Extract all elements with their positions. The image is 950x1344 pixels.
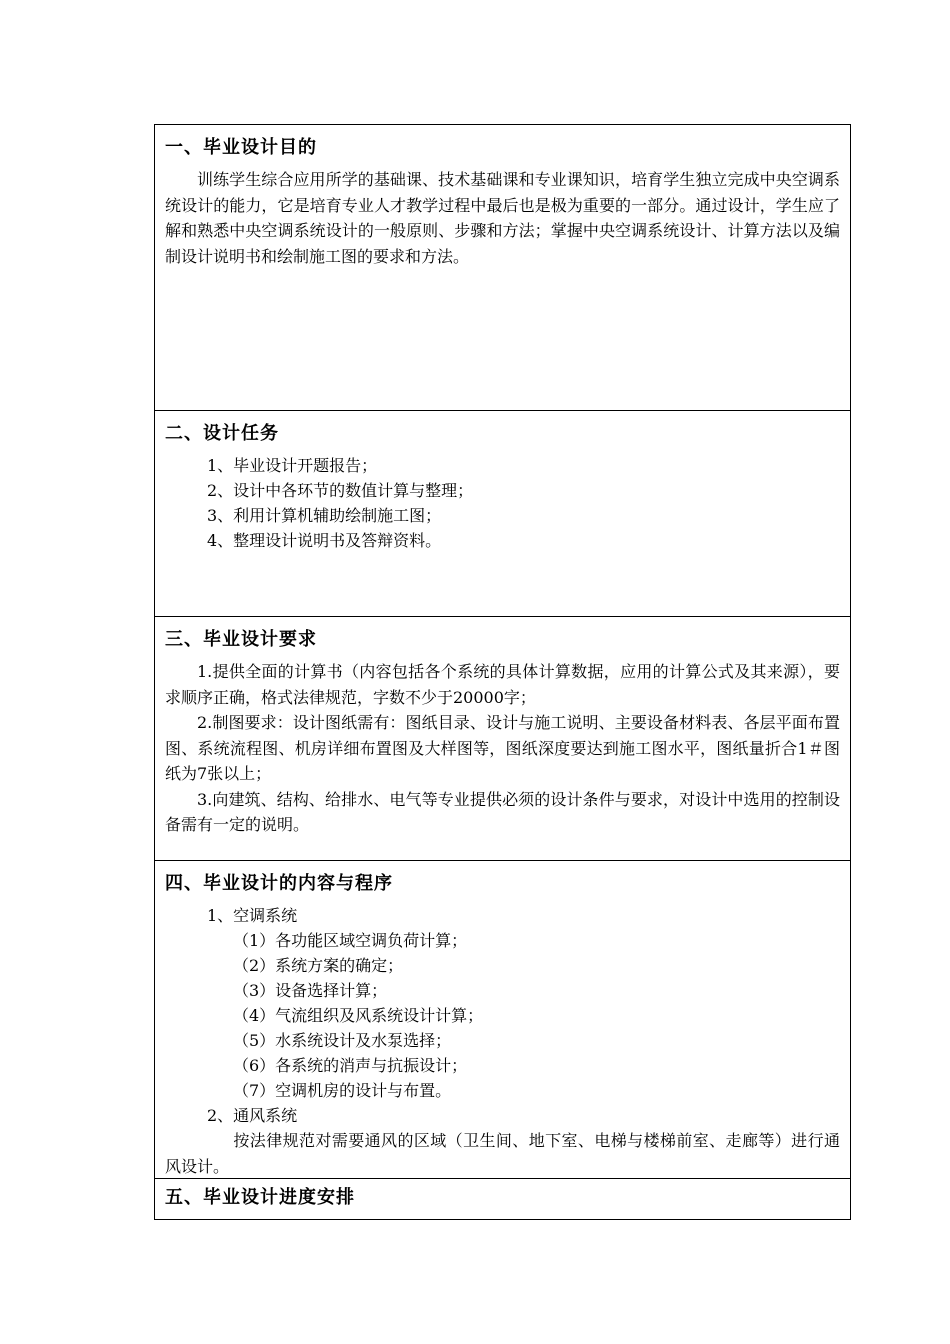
section-title: 一、毕业设计目的 — [165, 137, 317, 158]
task-item: 3、利用计算机辅助绘制施工图； — [207, 506, 442, 525]
section-title: 四、毕业设计的内容与程序 — [165, 873, 393, 894]
requirement-paragraph: 3.向建筑、结构、给排水、电气等专业提供必须的设计条件与要求，对设计中选用的控制设备需有一定的说明。 — [165, 789, 840, 834]
task-item: 1、毕业设计开题报告； — [207, 456, 378, 475]
requirement-paragraph: 2.制图要求：设计图纸需有：图纸目录、设计与施工说明、主要设备材料表、各层平面布置图、系统流程图、机房详细布置图及大样图等，图纸深度要达到施工图水平，图纸量折合1＃图纸为7张以上； — [165, 713, 840, 783]
content-item: （2）系统方案的确定； — [233, 956, 404, 975]
subsection-title: 2、通风系统 — [207, 1106, 298, 1125]
section-title: 二、设计任务 — [165, 423, 279, 444]
section-requirements — [155, 617, 850, 861]
section-content — [155, 861, 850, 1179]
content-item: （1）各功能区域空调负荷计算； — [233, 931, 468, 950]
purpose-paragraph: 训练学生综合应用所学的基础课、技术基础课和专业课知识，培育学生独立完成中央空调系统设计的能力，它是培育专业人才教学过程中最后也是极为重要的一部分。通过设计，学生应了解和熟悉中央空调系统设计的一般原则、步骤和方法；掌握中央空调系统设计、计算方法以及编制设计说明书和绘制施工图的要求和方法。 — [165, 170, 840, 266]
subsection-title: 1、空调系统 — [207, 906, 298, 925]
section-tasks — [155, 411, 850, 617]
ventilation-text: 按法律规范对需要通风的区域（卫生间、地下室、电梯与楼梯前室、走廊等）进行通风设计。 — [165, 1131, 840, 1176]
content-item: （5）水系统设计及水泵选择； — [233, 1031, 452, 1050]
section-schedule — [155, 1179, 850, 1219]
ventilation-paragraph — [165, 1128, 840, 1179]
section-title: 五、毕业设计进度安排 — [165, 1187, 355, 1208]
content-item: （3）设备选择计算； — [233, 981, 388, 1000]
content-item: （7）空调机房的设计与布置。 — [233, 1081, 452, 1100]
section-title: 三、毕业设计要求 — [165, 629, 317, 650]
requirement-paragraph: 1.提供全面的计算书（内容包括各个系统的具体计算数据，应用的计算公式及其来源），要求顺序正确，格式法律规范，字数不少于20000字； — [165, 662, 840, 707]
content-item: （6）各系统的消声与抗振设计； — [233, 1056, 468, 1075]
task-item: 4、整理设计说明书及答辩资料。 — [207, 531, 442, 550]
section-purpose — [155, 125, 850, 411]
task-item: 2、设计中各环节的数值计算与整理； — [207, 481, 474, 500]
document-table — [154, 124, 851, 1220]
content-item: （4）气流组织及风系统设计计算； — [233, 1006, 484, 1025]
